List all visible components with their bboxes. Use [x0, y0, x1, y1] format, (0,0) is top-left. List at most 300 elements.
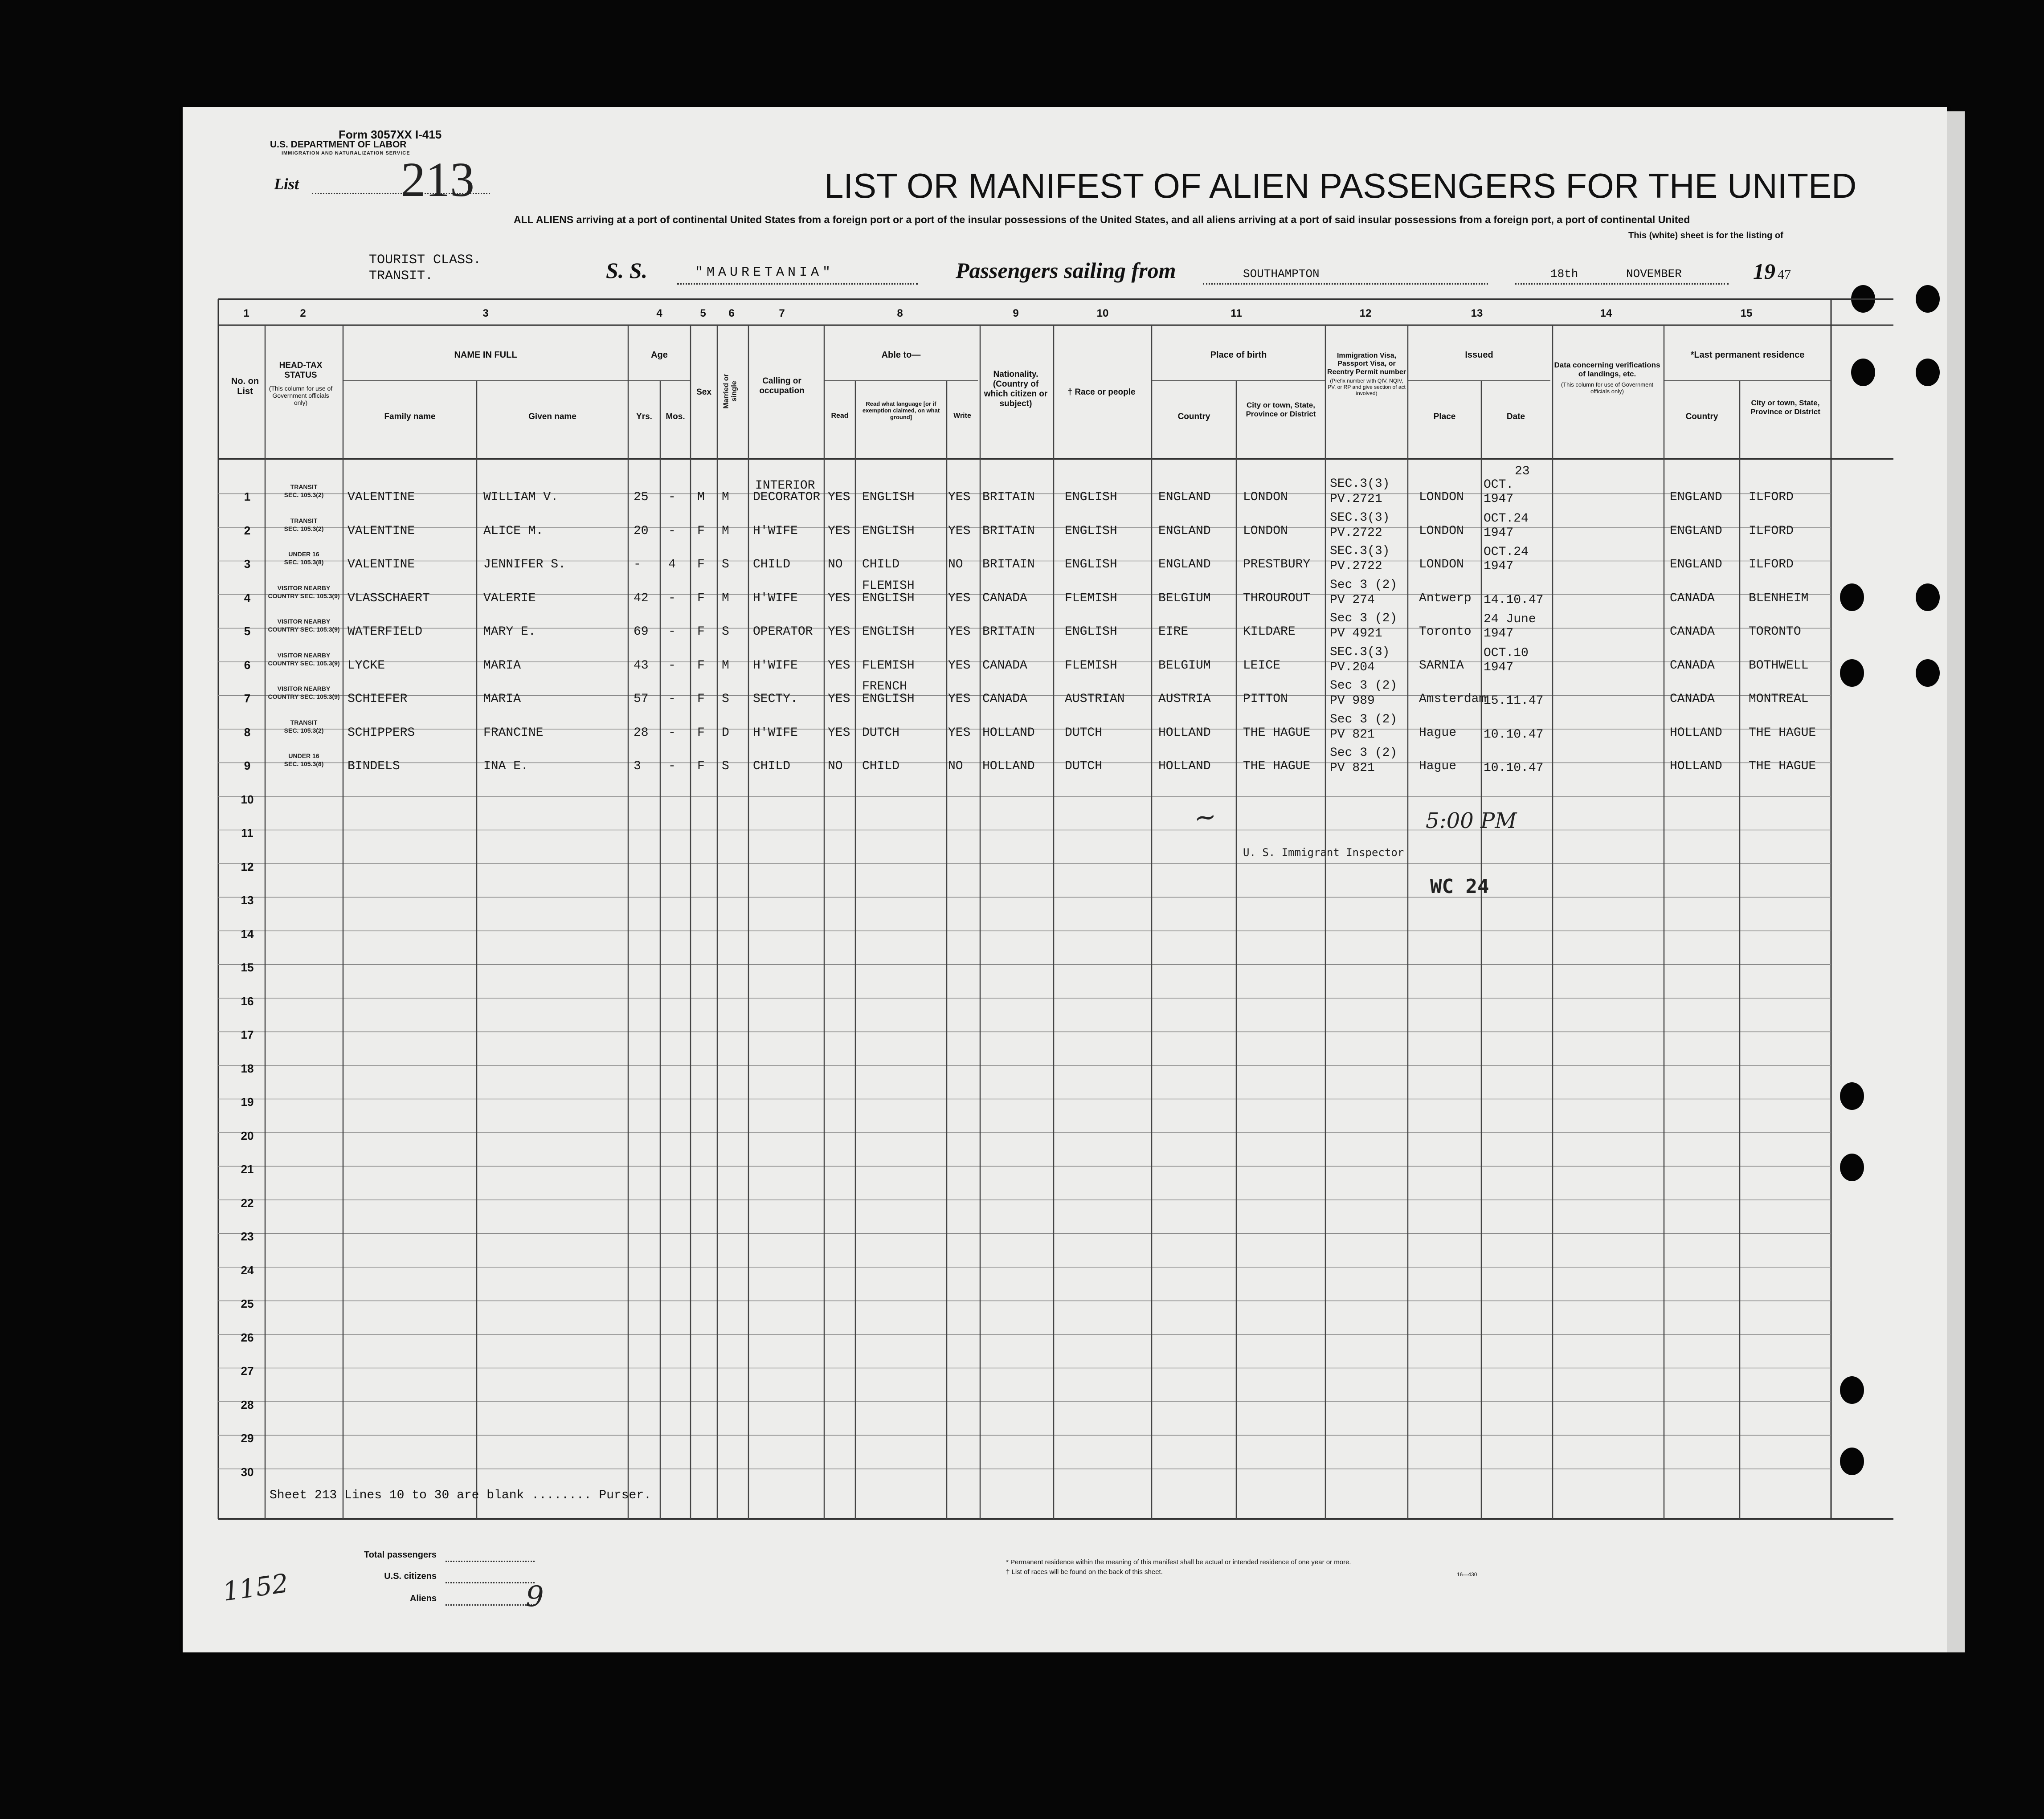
can-read: YES	[828, 658, 850, 673]
birth-city: THROUROUT	[1243, 591, 1311, 605]
can-read: NO	[828, 759, 843, 773]
issued-place: LONDON	[1419, 490, 1464, 504]
issued-date-line: OCT.24	[1484, 545, 1529, 559]
issued-date: 1947	[1484, 492, 1514, 506]
nationality: BRITAIN	[982, 490, 1035, 504]
age-months: -	[668, 625, 676, 639]
residence-city: BOTHWELL	[1749, 658, 1809, 673]
age-months: -	[668, 726, 676, 740]
occupation: CHILD	[753, 558, 791, 571]
read-language: ENGLISH	[862, 524, 915, 538]
can-write: YES	[948, 625, 971, 639]
header-calling: Calling or occupation	[759, 376, 805, 396]
family-name: WATERFIELD	[347, 625, 423, 639]
residence-city: ILFORD	[1749, 490, 1794, 504]
race: DUTCH	[1065, 759, 1103, 773]
column-number: 5	[700, 307, 706, 319]
inspector-stamp: U. S. Immigrant Inspector	[1243, 846, 1404, 859]
column-number: 13	[1471, 307, 1483, 319]
issued-place: SARNIA	[1419, 658, 1464, 673]
birth-country: HOLLAND	[1158, 726, 1211, 740]
column-number: 3	[482, 307, 489, 319]
given-name: ALICE M.	[483, 524, 544, 538]
header-yrs: Yrs.	[636, 412, 652, 421]
residence-country: CANADA	[1670, 692, 1715, 706]
occupation: H'WIFE	[753, 726, 798, 740]
sex: F	[697, 524, 705, 538]
column-number: 15	[1740, 307, 1753, 319]
race: ENGLISH	[1065, 558, 1117, 571]
head-tax-line: UNDER 16	[288, 551, 319, 558]
issued-date: 1947	[1484, 526, 1514, 540]
family-name: LYCKE	[347, 658, 385, 673]
head-tax-line: COUNTRY SEC. 105.3(9)	[268, 693, 340, 700]
sailing-month: NOVEMBER	[1626, 267, 1682, 281]
race: ENGLISH	[1065, 490, 1117, 504]
nationality: CANADA	[982, 692, 1027, 706]
nationality: BRITAIN	[982, 558, 1035, 571]
row-number: 26	[241, 1330, 254, 1344]
header-birth-city: City or town, State, Province or District	[1246, 401, 1316, 418]
issued-date: 1947	[1484, 627, 1514, 640]
age-months: -	[668, 658, 676, 673]
head-tax-line: UNDER 16	[288, 752, 319, 759]
can-write: YES	[948, 726, 971, 740]
column-number: 12	[1359, 307, 1372, 319]
marital-status: S	[722, 558, 729, 571]
form-number: Form 3057XX I-415	[339, 128, 442, 141]
header-read-language: Read what language [or if exemption claimed, on what ground]	[862, 400, 940, 420]
class-line: TRANSIT.	[369, 269, 433, 284]
header-read: Read	[831, 412, 849, 420]
header-married: Married or single	[722, 374, 738, 409]
issued-place: LONDON	[1419, 524, 1464, 538]
residence-country: ENGLAND	[1670, 490, 1722, 504]
inspection-time: 5:00 PM	[1426, 808, 1517, 833]
can-read: NO	[828, 558, 843, 571]
header-res-country: Country	[1685, 412, 1718, 421]
header-last-residence: *Last permanent residence	[1690, 350, 1805, 360]
column-number: 2	[300, 307, 306, 319]
aliens-line	[446, 1604, 535, 1606]
row-number: 30	[241, 1465, 254, 1479]
row-number: 21	[241, 1162, 254, 1176]
us-citizens-line	[446, 1582, 535, 1583]
head-tax-line: COUNTRY SEC. 105.3(9)	[268, 659, 340, 667]
header-birth-country: Country	[1177, 412, 1210, 421]
given-name: WILLIAM V.	[483, 490, 559, 504]
visa-title: Immigration Visa, Passport Visa, or Reentry Permit number	[1327, 352, 1406, 376]
head-tax-line: COUNTRY SEC. 105.3(9)	[268, 626, 340, 633]
issued-place: Hague	[1419, 759, 1457, 773]
column-number: 1	[243, 307, 249, 319]
birth-city: LEICE	[1243, 658, 1281, 673]
occupation: H'WIFE	[753, 658, 798, 673]
row-number: 28	[241, 1398, 254, 1411]
age-months: -	[668, 692, 676, 706]
can-read: YES	[828, 591, 850, 605]
issued-place: Toronto	[1419, 625, 1472, 639]
given-name: FRANCINE	[483, 726, 544, 740]
year-suffix: 47	[1778, 267, 1791, 282]
residence-country: CANADA	[1670, 625, 1715, 639]
nationality: HOLLAND	[982, 759, 1035, 773]
column-number: 6	[728, 307, 735, 319]
landing-title: Data concerning verifications of landings, etc.	[1554, 361, 1660, 378]
header-race: † Race or people	[1067, 387, 1136, 397]
head-tax-line: COUNTRY SEC. 105.3(9)	[268, 592, 340, 600]
visa-note: (Prefix number with QIV, NQIV, PV, or RP and give section of act involved)	[1328, 378, 1406, 396]
issued-date: 1947	[1484, 559, 1514, 573]
sailing-day: 18th	[1550, 267, 1578, 281]
head-tax-title: HEAD-TAX STATUS	[279, 361, 323, 380]
visa-number: PV 821	[1330, 727, 1375, 742]
occupation: DECORATOR	[753, 490, 821, 504]
footnotes	[1006, 1558, 1351, 1577]
head-tax-line: SEC. 105.3(2)	[284, 525, 324, 532]
family-name: VALENTINE	[347, 490, 415, 504]
head-tax-line: VISITOR NEARBY	[277, 651, 331, 659]
visa-section: SEC.3(3)	[1330, 645, 1390, 659]
page-title: LIST OR MANIFEST OF ALIEN PASSENGERS FOR THE UNITED	[824, 166, 1857, 205]
family-name: BINDELS	[347, 759, 400, 773]
row-number: 9	[244, 759, 251, 772]
age-years: 28	[634, 726, 649, 740]
age-years: 57	[634, 692, 649, 706]
aliens-count: 9	[526, 1580, 544, 1613]
can-write: NO	[948, 759, 963, 773]
marital-status: S	[722, 625, 729, 639]
header-visa	[1325, 352, 1408, 397]
residence-country: ENGLAND	[1670, 524, 1722, 538]
family-name: VALENTINE	[347, 524, 415, 538]
birth-country: ENGLAND	[1158, 558, 1211, 571]
birth-city: KILDARE	[1243, 625, 1296, 639]
birth-country: HOLLAND	[1158, 759, 1211, 773]
age-years: 42	[634, 591, 649, 605]
visa-number: PV 821	[1330, 761, 1375, 775]
issued-date: 15.11.47	[1484, 694, 1544, 708]
race: ENGLISH	[1065, 524, 1117, 538]
header-issued-date: Date	[1506, 412, 1525, 421]
age-years: 3	[634, 759, 641, 773]
family-name: SCHIPPERS	[347, 726, 415, 740]
row-number: 16	[241, 994, 254, 1008]
read-language-line: FRENCH	[862, 680, 907, 693]
header-given-name: Given name	[528, 412, 576, 421]
departure-port: SOUTHAMPTON	[1243, 267, 1320, 281]
row-number: 6	[244, 658, 251, 672]
ship-name: "MAURETANIA"	[695, 265, 834, 280]
can-read: YES	[828, 625, 850, 639]
race: FLEMISH	[1065, 591, 1117, 605]
age-years: 20	[634, 524, 649, 538]
read-language: ENGLISH	[862, 625, 915, 639]
birth-city: PITTON	[1243, 692, 1288, 706]
sex: F	[697, 658, 705, 673]
row-number: 5	[244, 624, 251, 638]
aliens-label: Aliens	[409, 1594, 437, 1603]
race: ENGLISH	[1065, 625, 1117, 639]
row-number: 25	[241, 1297, 254, 1310]
age-months: -	[668, 591, 676, 605]
occupation: OPERATOR	[753, 625, 813, 639]
residence-city: THE HAGUE	[1749, 726, 1816, 740]
header-no-on-list: No. on List	[231, 376, 259, 396]
residence-city: ILFORD	[1749, 558, 1794, 571]
age-months: -	[668, 490, 676, 504]
issued-date: 14.10.47	[1484, 593, 1544, 607]
sheet-note-top: This (white) sheet is for the listing of	[1628, 231, 1783, 241]
sex: F	[697, 625, 705, 639]
head-tax-line: TRANSIT	[290, 517, 318, 524]
footnote-residence: * Permanent residence within the meaning of this manifest shall be actual or intended residence of one year or more.	[1006, 1558, 1351, 1566]
class-line: TOURIST CLASS.	[369, 253, 482, 268]
head-tax-line: SEC. 105.3(8)	[284, 760, 324, 767]
ss-label: S. S.	[606, 258, 648, 283]
header-landing-data	[1553, 361, 1662, 395]
read-language: CHILD	[862, 759, 900, 773]
visa-section: Sec 3 (2)	[1330, 612, 1398, 625]
inspector-signature: ~	[1192, 800, 1218, 834]
row-number: 13	[241, 893, 254, 907]
residence-city: THE HAGUE	[1749, 759, 1816, 773]
can-write: YES	[948, 658, 971, 673]
issued-place: Hague	[1419, 726, 1457, 740]
can-write: YES	[948, 524, 971, 538]
visa-section: SEC.3(3)	[1330, 477, 1390, 491]
row-number: 1	[244, 490, 251, 503]
family-name: SCHIEFER	[347, 692, 408, 706]
row-number: 24	[241, 1263, 254, 1277]
row-number: 17	[241, 1028, 254, 1041]
given-name: INA E.	[483, 759, 528, 773]
service-name: IMMIGRATION AND NATURALIZATION SERVICE	[282, 151, 410, 156]
sailing-label: Passengers sailing from	[956, 258, 1176, 283]
nationality: CANADA	[982, 658, 1027, 673]
birth-city: LONDON	[1243, 524, 1288, 538]
row-number: 29	[241, 1432, 254, 1445]
visa-section: Sec 3 (2)	[1330, 712, 1398, 726]
marital-status: D	[722, 726, 729, 740]
marital-status: M	[722, 658, 729, 673]
row-number: 11	[241, 826, 253, 840]
age-years: 43	[634, 658, 649, 673]
residence-city: BLENHEIM	[1749, 591, 1809, 605]
read-language: ENGLISH	[862, 692, 915, 706]
header-able-to: Able to—	[881, 350, 921, 360]
family-name: VALENTINE	[347, 558, 415, 571]
residence-city: TORONTO	[1749, 625, 1801, 639]
nationality: HOLLAND	[982, 726, 1035, 740]
row-number: 8	[244, 725, 251, 739]
header-head-tax	[267, 361, 334, 406]
issued-place: Amsterdam	[1419, 692, 1487, 706]
footnote-races: † List of races will be found on the back of this sheet.	[1006, 1568, 1163, 1576]
sex: F	[697, 591, 705, 605]
row-number: 7	[244, 692, 251, 705]
read-language: CHILD	[862, 558, 900, 571]
visa-number: PV 989	[1330, 694, 1375, 708]
birth-city: PRESTBURY	[1243, 558, 1311, 571]
age-months: -	[668, 759, 676, 773]
wc-stamp: WC 24	[1430, 875, 1489, 898]
column-number: 7	[779, 307, 785, 319]
visa-number: PV.2721	[1330, 492, 1382, 506]
visa-number: PV 274	[1330, 593, 1375, 607]
head-tax-note: (This column for use of Government officials only)	[269, 384, 333, 406]
visa-section: Sec 3 (2)	[1330, 746, 1398, 760]
total-passengers-line	[446, 1561, 535, 1562]
family-name: VLASSCHAERT	[347, 591, 430, 605]
head-tax-line: SEC. 105.3(2)	[284, 726, 324, 734]
marital-status: S	[722, 759, 729, 773]
occupation: H'WIFE	[753, 591, 798, 605]
header-issued-place: Place	[1433, 412, 1456, 421]
age-months: 4	[668, 558, 676, 571]
row-number: 18	[241, 1061, 254, 1075]
residence-country: ENGLAND	[1670, 558, 1722, 571]
issued-place: Antwerp	[1419, 591, 1472, 605]
age-years: -	[634, 558, 641, 571]
header-name-in-full: NAME IN FULL	[454, 350, 517, 360]
residence-city: MONTREAL	[1749, 692, 1809, 706]
header-mos: Mos.	[666, 412, 685, 421]
can-read: YES	[828, 524, 850, 538]
issued-date: 10.10.47	[1484, 727, 1544, 742]
age-years: 25	[634, 490, 649, 504]
residence-country: HOLLAND	[1670, 726, 1722, 740]
row-number: 4	[244, 591, 251, 604]
occupation: H'WIFE	[753, 524, 798, 538]
row-number: 19	[241, 1095, 254, 1109]
sex: F	[697, 726, 705, 740]
row-number: 12	[241, 860, 254, 873]
list-number: 213	[401, 152, 474, 207]
head-tax-line: TRANSIT	[290, 718, 318, 726]
head-tax-line: VISITOR NEARBY	[277, 685, 331, 692]
residence-country: CANADA	[1670, 658, 1715, 673]
row-number: 2	[244, 523, 251, 537]
visa-section: Sec 3 (2)	[1330, 679, 1398, 693]
total-passengers-label: Total passengers	[364, 1550, 437, 1560]
marital-status: M	[722, 591, 729, 605]
row-number: 27	[241, 1364, 254, 1378]
form-code: 16—430	[1457, 1571, 1477, 1578]
read-language: ENGLISH	[862, 490, 915, 504]
column-number: 9	[1013, 307, 1019, 319]
age-months: -	[668, 524, 676, 538]
nationality: BRITAIN	[982, 625, 1035, 639]
issued-date-line: OCT.	[1484, 478, 1514, 492]
birth-country: BELGIUM	[1158, 591, 1211, 605]
given-name: MARIA	[483, 658, 521, 673]
sex: F	[697, 558, 705, 571]
row-number: 22	[241, 1196, 254, 1210]
visa-section: SEC.3(3)	[1330, 510, 1390, 525]
age-years: 69	[634, 625, 649, 639]
page-subtitle: ALL ALIENS arriving at a port of continental United States from a foreign port or a port of the insular possessions of the United States, and all aliens arriving at a port of said insular possessions from a foreign port, a port of continental United	[514, 214, 1690, 225]
given-name: MARIA	[483, 692, 521, 706]
header-sex: Sex	[696, 387, 711, 397]
column-number: 14	[1600, 307, 1612, 319]
issued-place: LONDON	[1419, 558, 1464, 571]
occupation: CHILD	[753, 759, 791, 773]
issued-date: 10.10.47	[1484, 761, 1544, 775]
birth-country: EIRE	[1158, 625, 1189, 639]
visa-number: PV.2722	[1330, 559, 1382, 573]
year-prefix: 19	[1753, 259, 1775, 284]
header-age: Age	[651, 350, 668, 360]
row-number: 14	[241, 927, 254, 941]
residence-city: ILFORD	[1749, 524, 1794, 538]
marital-status: S	[722, 692, 729, 706]
list-label: List	[274, 175, 299, 193]
sex: F	[697, 692, 705, 706]
visa-number: PV.204	[1330, 660, 1375, 674]
column-number: 10	[1096, 307, 1109, 319]
header-place-of-birth: Place of birth	[1210, 350, 1267, 360]
read-language-line: FLEMISH	[862, 579, 915, 593]
birth-country: ENGLAND	[1158, 524, 1211, 538]
landing-note: (This column for use of Government officials only)	[1561, 381, 1654, 395]
header-issued: Issued	[1465, 350, 1493, 360]
header-nationality: Nationality. (Country of which citizen or subject)	[984, 370, 1048, 408]
race: DUTCH	[1065, 726, 1103, 740]
sex: F	[697, 759, 705, 773]
blank-lines-note: Sheet 213 Lines 10 to 30 are blank ........ Purser.	[270, 1489, 651, 1502]
column-number: 4	[656, 307, 662, 319]
birth-city: THE HAGUE	[1243, 759, 1311, 773]
visa-number: PV 4921	[1330, 627, 1382, 640]
visa-section: SEC.3(3)	[1330, 544, 1390, 558]
head-tax-line: SEC. 105.3(2)	[284, 491, 324, 498]
can-write: NO	[948, 558, 963, 571]
given-name: VALERIE	[483, 591, 536, 605]
row-number: 10	[241, 792, 254, 806]
can-read: YES	[828, 726, 850, 740]
column-number: 11	[1230, 307, 1242, 319]
issued-date-line: 23	[1515, 465, 1530, 478]
marital-status: M	[722, 524, 729, 538]
visa-number: PV.2722	[1330, 526, 1382, 540]
row-number: 23	[241, 1230, 254, 1243]
given-name: MARY E.	[483, 625, 536, 639]
department-name: U.S. DEPARTMENT OF LABOR	[270, 139, 407, 150]
nationality: BRITAIN	[982, 524, 1035, 538]
us-citizens-label: U.S. citizens	[384, 1571, 437, 1581]
header-write: Write	[953, 412, 971, 420]
read-language: FLEMISH	[862, 658, 915, 673]
can-write: YES	[948, 692, 971, 706]
head-tax-line: VISITOR NEARBY	[277, 618, 331, 625]
marital-status: M	[722, 490, 729, 504]
head-tax-line: VISITOR NEARBY	[277, 584, 331, 591]
read-language: ENGLISH	[862, 591, 915, 605]
sex: M	[697, 490, 705, 504]
can-read: YES	[828, 692, 850, 706]
birth-city: THE HAGUE	[1243, 726, 1311, 740]
can-write: YES	[948, 490, 971, 504]
birth-country: ENGLAND	[1158, 490, 1211, 504]
birth-country: AUSTRIA	[1158, 692, 1211, 706]
can-read: YES	[828, 490, 850, 504]
issued-date-line: OCT.24	[1484, 511, 1529, 526]
hand-number: 1152	[221, 1568, 290, 1607]
nationality: CANADA	[982, 591, 1027, 605]
can-write: YES	[948, 591, 971, 605]
birth-city: LONDON	[1243, 490, 1288, 504]
